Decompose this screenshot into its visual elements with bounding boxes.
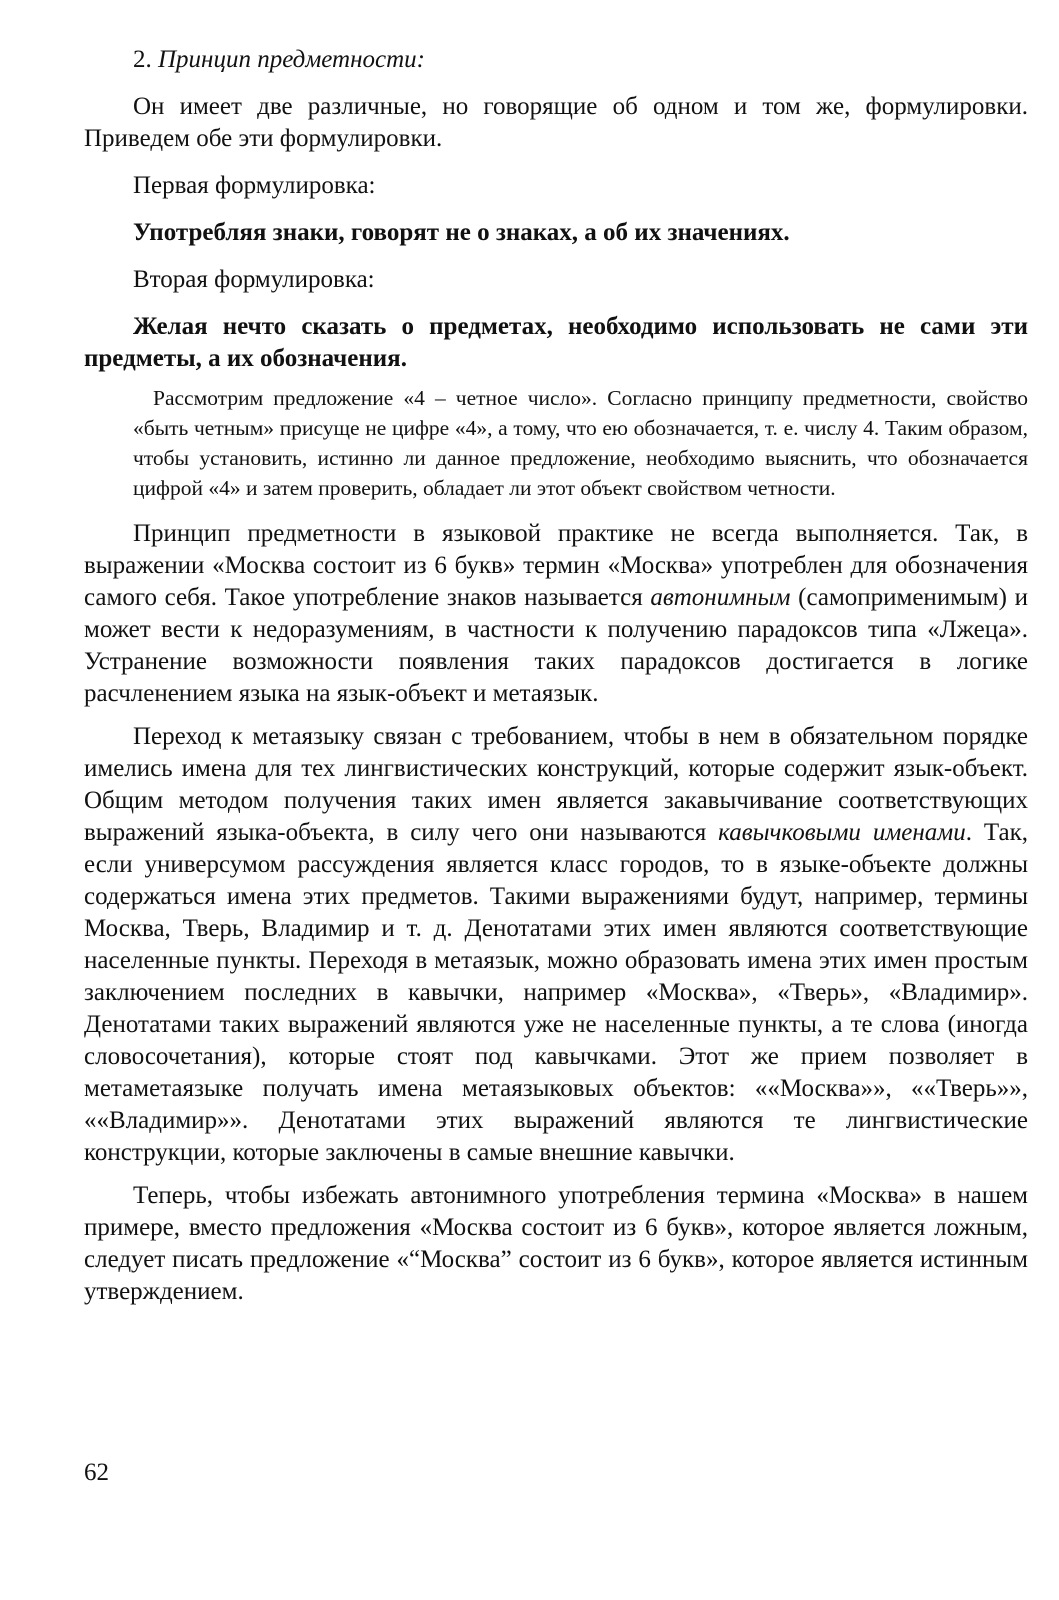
heading-number: 2.	[133, 46, 158, 73]
para2-text-start: Переход к метаязыку связан с требованием, чтобы в нем в обязательном порядке имелись имена для тех лингвистических конструкций, которые содержит язык-объект. Общим методом получения таких имен является закавычивание соответствующих выражений языка-объекта, в силу чего они называются	[84, 723, 1028, 846]
para2-text-end: . Так, если универсумом рассуждения является класс городов, то в языке-объекте должны содержаться имена этих предметов. Такими выражениями будут, например, термины Москва, Тверь, Владимир и т. д. Денотатами этих имен являются соответствующие населенные пункты. Переходя в метаязык, можно образовать имена этих имен простым заключением последних в кавычки, например «Москва», «Тверь», «Владимир». Денотатами таких выражений являются уже не населенные пункты, а те слова (иногда словосочетания), которые стоят под кавычками. Этот же прием позволяет в метаметаязыке получать имена метаязыковых объектов: ««Москва»», ««Тверь»», ««Владимир»». Денотатами этих выражений являются те лингвистические конструкции, которые заключены в самые внешние кавычки.	[84, 819, 1029, 1166]
second-formulation-text: Желая нечто сказать о предметах, необходимо использовать не сами эти предметы, а их обозначения.	[84, 313, 1028, 372]
page-number: 62	[84, 1459, 109, 1486]
second-formulation-label: Вторая формулировка:	[133, 266, 375, 293]
first-formulation-label: Первая формулировка:	[133, 172, 376, 199]
para1-text-start: Принцип предметности в языковой практике не всегда выполняется. Так, в выражении «Москва состоит из 6 букв» термин «Москва» употреблен для обозначения самого себя. Такое употребление знаков называется	[84, 520, 1028, 611]
example-paragraph	[133, 383, 1028, 503]
term-autonymous: автонимным	[650, 584, 791, 611]
body-paragraph-autonymy	[84, 518, 1028, 710]
term-quotation-names: кавычковыми именами	[718, 819, 966, 846]
body-paragraph-conclusion: Теперь, чтобы избежать автонимного употребления термина «Москва» в нашем примере, вместо предложения «Москва состоит из 6 букв», которое является ложным, следует писать предложение «“Москва” состоит из 6 букв», которое является истинным утверждением.	[84, 1182, 1028, 1305]
intro-paragraph: Он имеет две различные, но говорящие об одном и том же, формулировки. Приведем обе эти формулировки.	[84, 93, 1028, 152]
page-body	[84, 44, 1028, 1308]
para1-text-end: (самоприменимым) и может вести к недоразумениям, в частности к получению парадоксов типа «Лжеца». Устранение возможности появления таких парадоксов достигается в логике расчленением языка на язык-объект и метаязык.	[84, 584, 1029, 707]
body-paragraph-metalanguage	[84, 721, 1028, 1169]
example-text: Рассмотрим предложение «4 – четное число». Согласно принципу предметности, свойство «быть четным» присуще не цифре «4», а тому, что ею обозначается, т. е. числу 4. Таким образом, чтобы установить, истинно ли данное предложение, необходимо выяснить, что обозначается цифрой «4» и затем проверить, обладает ли этот объект свойством четности.	[133, 386, 1028, 500]
heading-title: Принцип предметности:	[158, 46, 425, 73]
first-formulation-text: Употребляя знаки, говорят не о знаках, а об их значениях.	[133, 219, 790, 246]
section-heading	[84, 44, 1028, 76]
